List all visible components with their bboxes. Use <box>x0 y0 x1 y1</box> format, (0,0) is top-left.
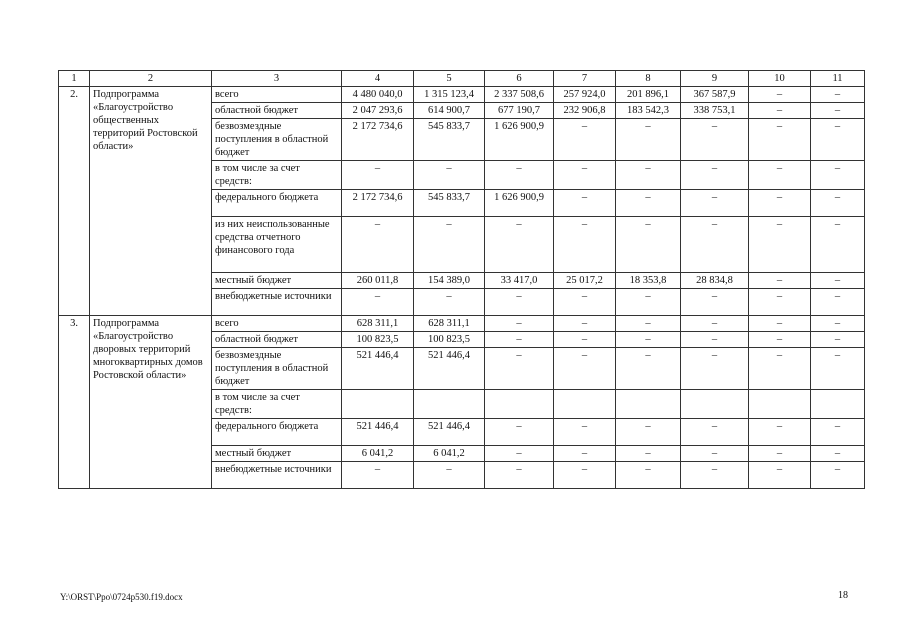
value-cell: – <box>616 462 681 489</box>
value-cell: – <box>554 462 616 489</box>
value-cell: – <box>811 87 865 103</box>
value-cell: 183 542,3 <box>616 103 681 119</box>
value-cell: 6 041,2 <box>342 446 414 462</box>
value-cell: – <box>811 161 865 190</box>
value-cell <box>342 390 414 419</box>
value-cell: – <box>554 217 616 273</box>
value-cell: 1 626 900,9 <box>485 190 554 217</box>
value-cell: – <box>485 289 554 316</box>
value-cell: – <box>616 119 681 161</box>
value-cell: – <box>811 119 865 161</box>
program-name: Подпрограмма «Благоустройство дворовых территорий многоквартирных домов Ростовской области» <box>90 316 212 489</box>
value-cell: 18 353,8 <box>616 273 681 289</box>
value-cell: – <box>485 161 554 190</box>
value-cell <box>811 390 865 419</box>
value-cell <box>681 390 749 419</box>
file-path: Y:\ORST\Ppo\0724p530.f19.docx <box>60 592 183 602</box>
value-cell: – <box>681 419 749 446</box>
value-cell: – <box>554 119 616 161</box>
value-cell: – <box>485 217 554 273</box>
value-cell: 33 417,0 <box>485 273 554 289</box>
value-cell: – <box>811 332 865 348</box>
value-cell <box>616 390 681 419</box>
value-cell: – <box>414 217 485 273</box>
value-cell: – <box>811 217 865 273</box>
funding-source: всего <box>212 87 342 103</box>
value-cell: – <box>342 161 414 190</box>
value-cell: – <box>749 103 811 119</box>
page-number: 18 <box>838 590 848 601</box>
funding-source: областной бюджет <box>212 103 342 119</box>
table-row <box>59 316 865 332</box>
funding-source: местный бюджет <box>212 273 342 289</box>
value-cell: – <box>485 316 554 332</box>
value-cell: – <box>749 289 811 316</box>
value-cell: 6 041,2 <box>414 446 485 462</box>
budget-table <box>58 70 865 489</box>
value-cell: – <box>616 161 681 190</box>
value-cell: 367 587,9 <box>681 87 749 103</box>
value-cell: – <box>485 419 554 446</box>
funding-source: местный бюджет <box>212 446 342 462</box>
value-cell: 154 389,0 <box>414 273 485 289</box>
header-cell: 10 <box>749 71 811 87</box>
value-cell: – <box>681 289 749 316</box>
value-cell: 2 337 508,6 <box>485 87 554 103</box>
value-cell: – <box>681 161 749 190</box>
value-cell: 614 900,7 <box>414 103 485 119</box>
header-cell: 3 <box>212 71 342 87</box>
value-cell: – <box>616 348 681 390</box>
value-cell <box>554 390 616 419</box>
funding-source: всего <box>212 316 342 332</box>
value-cell: – <box>681 446 749 462</box>
value-cell: 257 924,0 <box>554 87 616 103</box>
value-cell: 100 823,5 <box>414 332 485 348</box>
table-row <box>59 87 865 103</box>
value-cell: – <box>414 289 485 316</box>
value-cell: – <box>554 161 616 190</box>
value-cell: – <box>616 332 681 348</box>
value-cell: – <box>681 348 749 390</box>
value-cell: 260 011,8 <box>342 273 414 289</box>
value-cell: – <box>681 316 749 332</box>
value-cell: – <box>811 190 865 217</box>
value-cell: 521 446,4 <box>342 348 414 390</box>
value-cell: – <box>811 289 865 316</box>
value-cell: – <box>342 462 414 489</box>
value-cell: – <box>811 419 865 446</box>
header-cell: 6 <box>485 71 554 87</box>
funding-source: из них неиспользованные средства отчетного финансового года <box>212 217 342 273</box>
value-cell: – <box>749 273 811 289</box>
funding-source: федерального бюджета <box>212 190 342 217</box>
funding-source: федерального бюджета <box>212 419 342 446</box>
value-cell: – <box>554 190 616 217</box>
value-cell <box>749 390 811 419</box>
header-cell: 1 <box>59 71 90 87</box>
value-cell: – <box>554 348 616 390</box>
value-cell <box>485 390 554 419</box>
value-cell: 28 834,8 <box>681 273 749 289</box>
value-cell <box>414 390 485 419</box>
value-cell: 4 480 040,0 <box>342 87 414 103</box>
value-cell: 545 833,7 <box>414 119 485 161</box>
funding-source: в том числе за счет средств: <box>212 161 342 190</box>
header-cell: 11 <box>811 71 865 87</box>
value-cell: – <box>811 446 865 462</box>
value-cell: – <box>749 348 811 390</box>
value-cell: – <box>749 446 811 462</box>
value-cell: – <box>749 316 811 332</box>
value-cell: – <box>616 316 681 332</box>
value-cell: – <box>616 419 681 446</box>
value-cell: – <box>616 289 681 316</box>
value-cell: – <box>681 190 749 217</box>
value-cell: – <box>811 348 865 390</box>
value-cell: – <box>616 217 681 273</box>
header-cell: 9 <box>681 71 749 87</box>
value-cell: 628 311,1 <box>414 316 485 332</box>
section-index: 2. <box>59 87 90 316</box>
value-cell: – <box>749 87 811 103</box>
section-index: 3. <box>59 316 90 489</box>
value-cell: 201 896,1 <box>616 87 681 103</box>
value-cell: – <box>749 217 811 273</box>
value-cell: – <box>554 446 616 462</box>
value-cell: – <box>681 119 749 161</box>
funding-source: безвозмездные поступления в областной бюджет <box>212 119 342 161</box>
value-cell: – <box>342 289 414 316</box>
value-cell: 521 446,4 <box>414 348 485 390</box>
value-cell: – <box>749 419 811 446</box>
funding-source: внебюджетные источники <box>212 462 342 489</box>
value-cell: 25 017,2 <box>554 273 616 289</box>
value-cell: – <box>485 446 554 462</box>
value-cell: – <box>811 316 865 332</box>
value-cell: 677 190,7 <box>485 103 554 119</box>
value-cell: – <box>485 462 554 489</box>
header-cell: 5 <box>414 71 485 87</box>
value-cell: – <box>811 273 865 289</box>
header-cell: 8 <box>616 71 681 87</box>
value-cell: – <box>811 103 865 119</box>
value-cell: 545 833,7 <box>414 190 485 217</box>
value-cell: – <box>749 190 811 217</box>
value-cell: – <box>342 217 414 273</box>
value-cell: 2 172 734,6 <box>342 119 414 161</box>
value-cell: – <box>554 316 616 332</box>
funding-source: в том числе за счет средств: <box>212 390 342 419</box>
funding-source: внебюджетные источники <box>212 289 342 316</box>
value-cell: – <box>749 161 811 190</box>
value-cell: – <box>681 462 749 489</box>
value-cell: 1 626 900,9 <box>485 119 554 161</box>
program-name: Подпрограмма «Благоустройство общественных территорий Ростовской области» <box>90 87 212 316</box>
value-cell: – <box>681 217 749 273</box>
value-cell: – <box>485 332 554 348</box>
value-cell: 2 172 734,6 <box>342 190 414 217</box>
funding-source: безвозмездные поступления в областной бюджет <box>212 348 342 390</box>
value-cell: – <box>616 190 681 217</box>
value-cell: 232 906,8 <box>554 103 616 119</box>
value-cell: – <box>414 161 485 190</box>
header-cell: 2 <box>90 71 212 87</box>
value-cell: – <box>554 419 616 446</box>
header-cell: 7 <box>554 71 616 87</box>
value-cell: 2 047 293,6 <box>342 103 414 119</box>
header-cell: 4 <box>342 71 414 87</box>
value-cell: 521 446,4 <box>414 419 485 446</box>
value-cell: 628 311,1 <box>342 316 414 332</box>
value-cell: – <box>554 289 616 316</box>
funding-source: областной бюджет <box>212 332 342 348</box>
value-cell: – <box>749 119 811 161</box>
value-cell: – <box>414 462 485 489</box>
value-cell: – <box>749 462 811 489</box>
value-cell: – <box>616 446 681 462</box>
value-cell: – <box>681 332 749 348</box>
header-row <box>59 71 865 87</box>
value-cell: – <box>554 332 616 348</box>
value-cell: – <box>749 332 811 348</box>
value-cell: 521 446,4 <box>342 419 414 446</box>
value-cell: 100 823,5 <box>342 332 414 348</box>
value-cell: 338 753,1 <box>681 103 749 119</box>
value-cell: – <box>485 348 554 390</box>
value-cell: 1 315 123,4 <box>414 87 485 103</box>
value-cell: – <box>811 462 865 489</box>
